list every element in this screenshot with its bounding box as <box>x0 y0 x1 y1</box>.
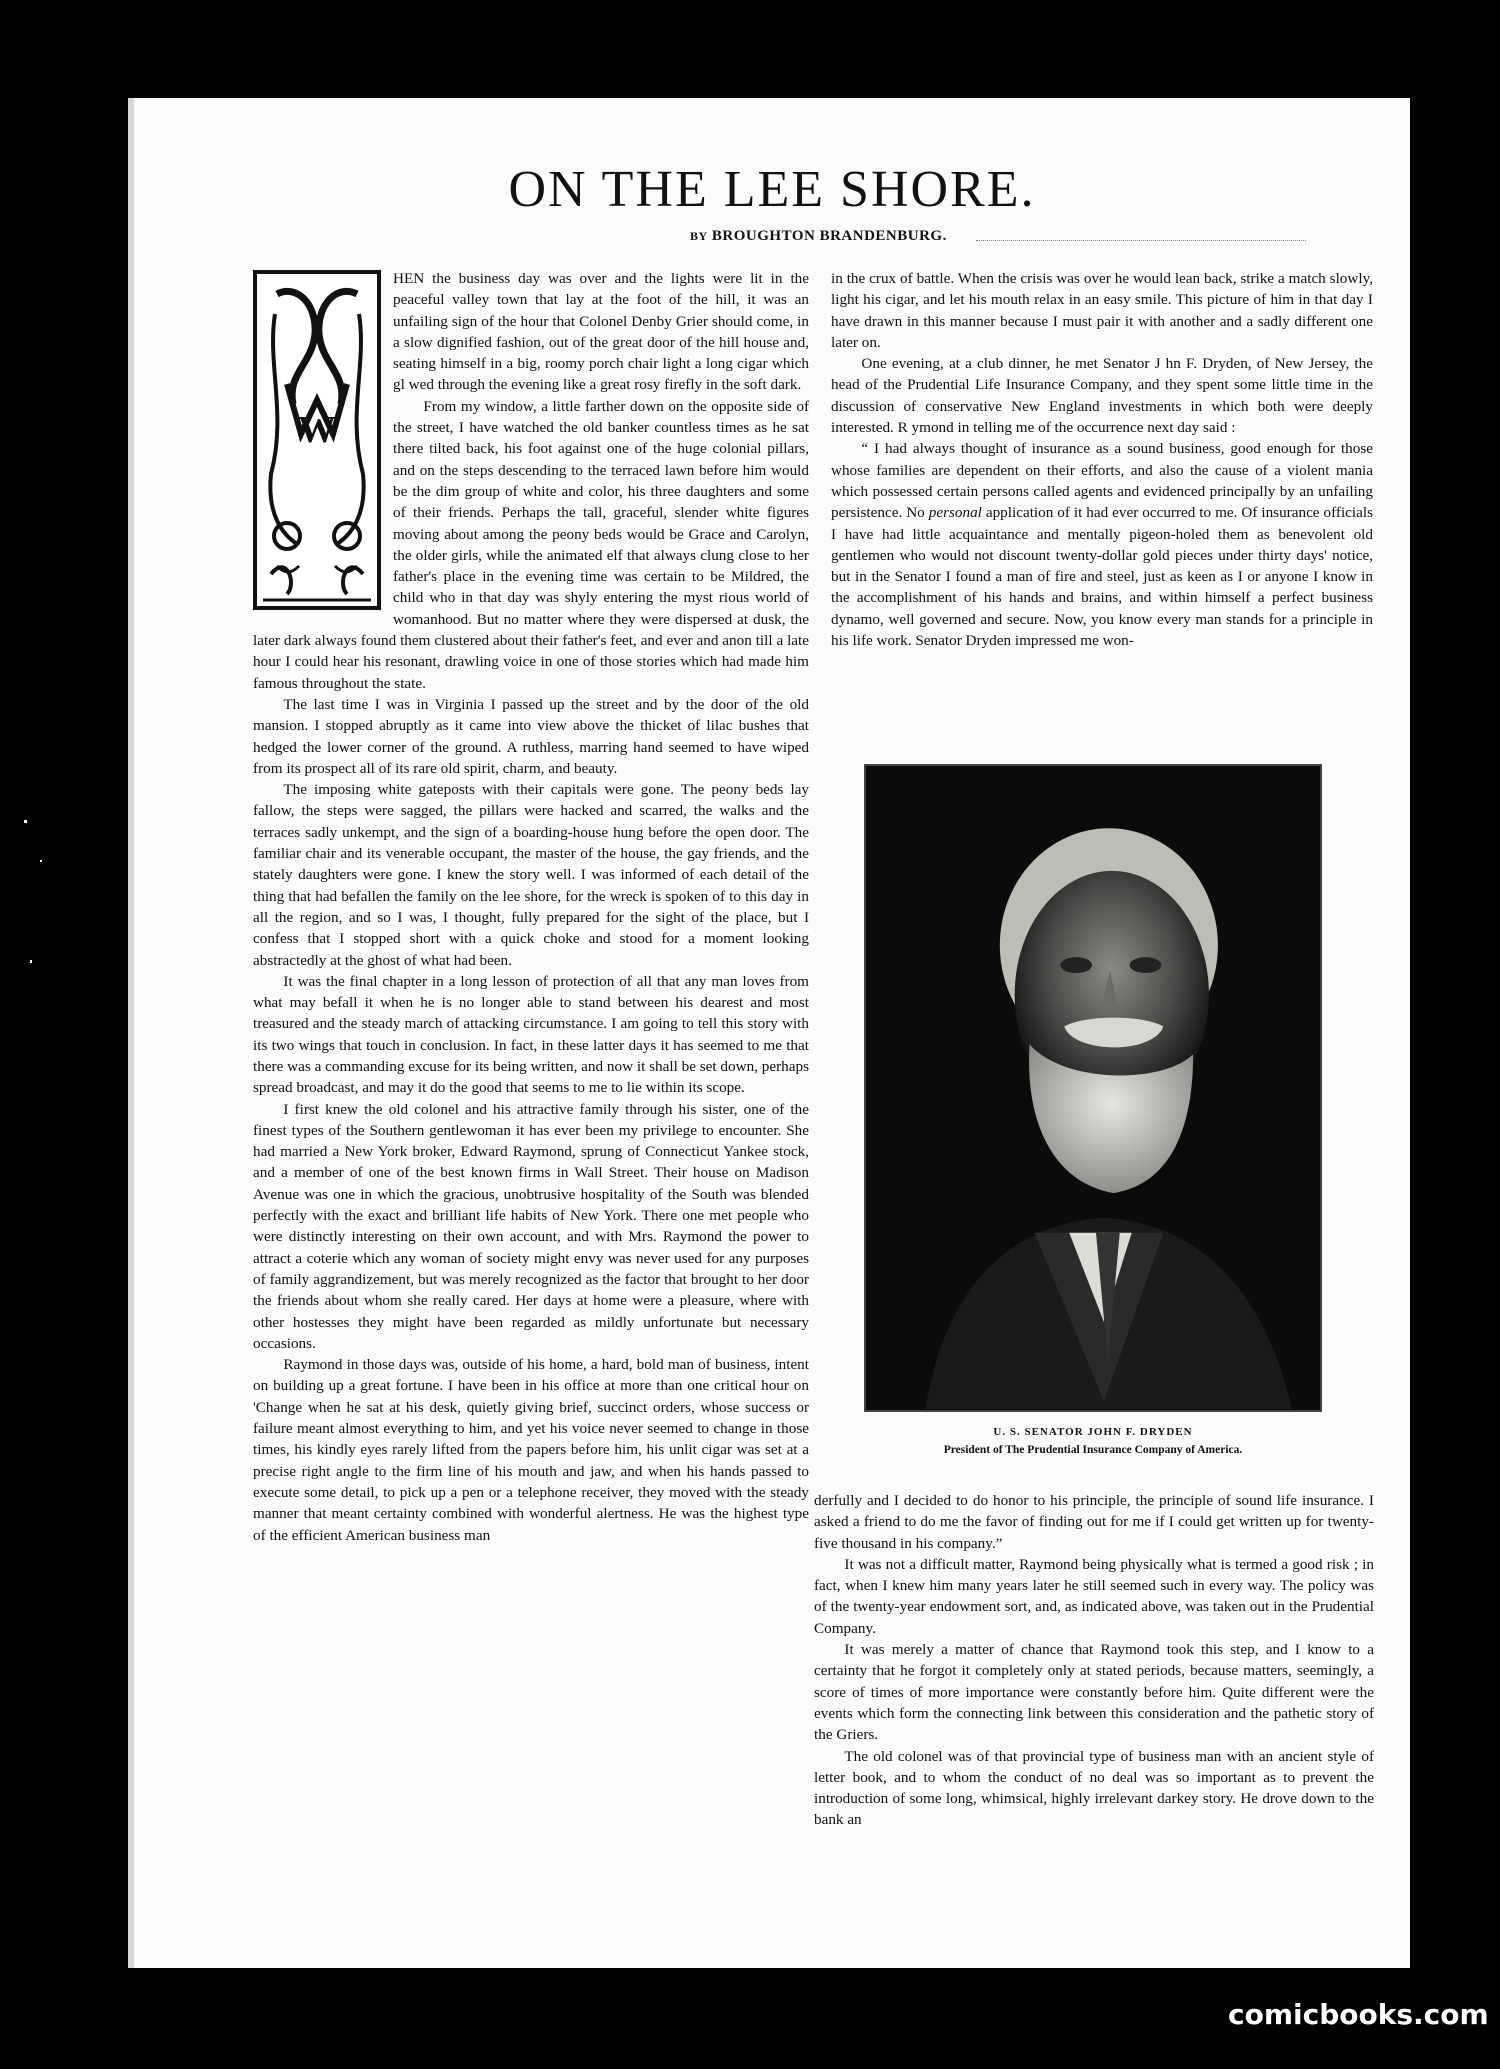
art-nouveau-ornament-icon <box>257 274 377 606</box>
initial-letter: W <box>298 409 336 451</box>
paragraph <box>831 438 1373 651</box>
text-column-right-bottom <box>814 1490 1374 1831</box>
paragraph-part: “ I had always thought of insurance as a sound business, good enough for those whose families are dependent on their efforts, and also the cause of a violent mania which possessed certain persons called agents and evidenced principally by an unfailing persistence. No <box>831 440 1373 522</box>
scan-speck <box>24 820 27 823</box>
byline-rule <box>976 240 1306 241</box>
paragraph: derfully and I decided to do honor to his principle, the principle of sound life insurance. I asked a friend to do me the favor of finding out for me if I could get written up for twenty-five thousand in his company.” <box>814 1492 1374 1552</box>
paragraph: I first knew the old colonel and his attractive family through his sister, one of the finest types of the Southern gentlewoman it has ever been my privilege to encounter. She had married a New York broker, Edward Raymond, sprung of Connecticut Yankee stock, and a member of one of the best known firms in Wall Street. Their house on Madison Avenue was one in which the gracious, unobtrusive hospitality of the South was blended perfectly with the exact and brilliant life habits of New York. There one met people who were distinctly interesting on their own account, and with Mrs. Raymond the power to attract a coterie which any woman of society might envy was never used for any purposes of family aggrandizement, but was merely recognized as the factor that brought to her door the friends about whom she really cared. Her days at home were a pleasure, where with other hostesses they might have been regarded as mildly unfortunate but necessary occasions. <box>253 1100 809 1352</box>
magazine-page <box>128 98 1410 1968</box>
paragraph: It was not a difficult matter, Raymond being physically what is termed a good risk ; in fact, when I knew him many years later he still seemed such in every way. The policy was of the twenty-year endowment sort, and, as indicated above, was taken out in the Prudential Company. <box>814 1555 1374 1637</box>
article-title: ON THE LEE SHORE. <box>508 161 1036 218</box>
watermark: comicbooks.com <box>1228 1998 1489 2031</box>
paragraph: The last time I was in Virginia I passed up the street and by the door of the old mansion. I stopped abruptly as it came into view above the thicket of lilac bushes that hedged the lower corner of the ground. A ruthless, marring hand seemed to have wiped from its prospect all of its rare old spirit, charm, and beauty. <box>253 695 809 777</box>
byline-prefix: BY <box>690 229 708 243</box>
paragraph: The imposing white gateposts with their capitals were gone. The peony beds lay fallow, the steps were sagged, the pillars were hacked and scarred, the walks and the terraces sadly unkempt, and the sign of a boarding-house hung before the open door. The familiar chair and its venerable occupant, the master of the house, the gay friends, and the stately daughters were gone. I knew the story well. I was informed of each detail of the thing that had befallen the family on the lee shore, for the wreck is spoken of to this day in all the region, and so I was, I thought, fully prepared for the sight of the place, but I confess that I stopped short with a quick choke and stood for a moment looking abstractedly at the ghost of what had been. <box>253 781 809 969</box>
portrait-photo <box>864 764 1322 1412</box>
paragraph-part: application of it had ever occurred to me. Of insurance officials I have had little acquaintance and mentally pigeon-holed them as benevolent old gentlemen who would not discount twenty-dollar gold pieces under thirty days' notice, but in the Senator I found a man of fire and steel, just as keen as I or anyone I know in the accomplishment of his hands and brains, and within himself a perfect business dynamo, well governed and secure. Now, you know every man stands for a principle in his life work. Senator Dryden impressed me won- <box>831 504 1373 650</box>
scan-speck <box>30 960 32 963</box>
paragraph: in the crux of battle. When the crisis was over he would lean back, strike a match slowly, light his cigar, and let his mouth relax in an easy smile. This picture of him in that day I have drawn in this manner because I must pair it with another and a sadly different one later on. <box>831 270 1373 351</box>
paragraph: One evening, at a club dinner, he met Senator J hn F. Dryden, of New Jersey, the head of the Prudential Life Insurance Company, and they spent some little time in the discussion of conservative New England investments in which both were deeply interested. R ymond in telling me of the occurrence next day said : <box>831 355 1373 437</box>
text-column-left <box>253 268 809 1546</box>
text-column-right-top <box>831 268 1373 651</box>
photo-caption-name: U. S. SENATOR JOHN F. DRYDEN <box>993 1426 1193 1438</box>
ornamental-initial-w <box>253 270 381 610</box>
paragraph: The old colonel was of that provincial type of business man with an ancient style of letter book, and to whom the conduct of no deal was so important as to prevent the introduction of some long, whimsical, highly irrelevant darkey story. He drove down to the bank an <box>814 1747 1374 1829</box>
paragraph: HEN the business day was over and the lights were lit in the peaceful valley town that lay at the foot of the hill, it was an unfailing sign of the hour that Colonel Denby Grier should come, in a slow dignified fashion, out of the great door of the hill house and, seating himself in a big, roomy porch chair light a long cigar which gl wed through the evening like a great rosy firefly in the soft dark. <box>393 270 809 394</box>
paragraph: It was the final chapter in a long lesson of protection of all that any man loves from what may befall it when he is no longer able to stand between his dearest and most treasured and the steady march of attacking circumstance. I am going to tell this story with its two wings that touch in conclusion. In fact, in these latter days it has seemed to me that there was a commanding excuse for its being written, and now it shall be set down, perhaps spread broadcast, and may it do the good that seems to me to lie within its scope. <box>253 972 809 1097</box>
paragraph: From my window, a little farther down on the opposite side of the street, I have watched the old banker countless times as he sat there tilted back, his foot against one of the huge colonial pillars, and on the steps descending to the terraced lawn before him would be the dim group of white and color, his three daughters and some of their friends. Perhaps the tall, graceful, slender white figures moving about among the peony beds would be Grace and Carolyn, the older girls, while the animated elf that always clung close to her father's place in the evening time was certain to be Mildred, the child who in that day was shyly entering the myst rious world of womanhood. But no matter where they were dispersed at dusk, the later dark always found them clustered about their father's feet, and ever and anon till a late hour I could hear his resonant, drawling voice in one of those stories which had made him famous throughout the state. <box>253 397 809 692</box>
byline-author: BROUGHTON BRANDENBURG. <box>711 228 947 244</box>
scan-speck <box>40 860 42 862</box>
paragraph: It was merely a matter of chance that Raymond took this step, and I know to a certainty that he forgot it completely only at stated periods, because matters, seemingly, a score of times of more importance were constantly before him. Quite different were the events which form the connecting link between this consideration and the pathetic story of the Griers. <box>814 1641 1374 1744</box>
portrait-image <box>866 766 1320 1410</box>
paragraph: Raymond in those days was, outside of his home, a hard, bold man of business, intent on building up a great fortune. I have been in his office at more than one critical hour on 'Change when he sat at his desk, quietly giving brief, succinct orders, whose success or failure meant almost everything to him, and yet his voice never seemed to change in those times, his kindly eyes rarely lifted from the papers before him, his unlit cigar was set at a precise right angle to the firm line of his mouth and jaw, and when his hands passed to execute some detail, to pick up a pen or a telephone receiver, they moved with the steady manner that meant certainty combined with wonderful alertness. He was the highest type of the efficient American business man <box>253 1356 809 1544</box>
emphasis: personal <box>928 504 982 522</box>
byline <box>690 228 947 245</box>
photo-caption-title: President of The Prudential Insurance Company of America. <box>943 1444 1243 1456</box>
